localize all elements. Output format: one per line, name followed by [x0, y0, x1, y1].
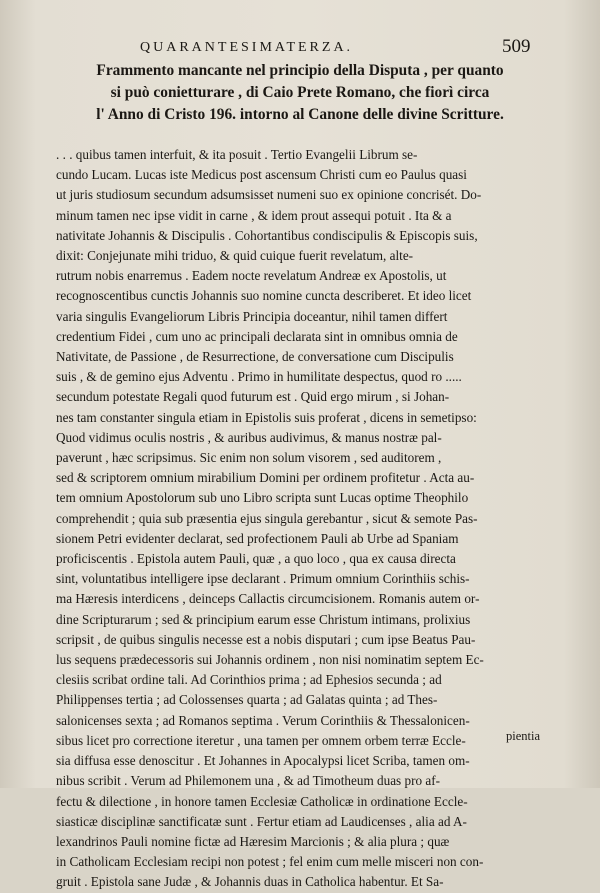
text-line: Philippenses tertia ; ad Colossenses quarta ; ad Galatas quinta ; ad Thes- [56, 692, 438, 708]
text-line: sed & scriptorem omnium mirabilium Domini per ordinem profitetur . Acta au- [56, 470, 475, 486]
text-line: cundo Lucam. Lucas iste Medicus post ascensum Christi cum eo Paulus quasi [56, 167, 467, 183]
text-line: varia singulis Evangeliorum Libris Principia doceantur, nihil tamen differt [56, 308, 448, 324]
text-line: sibus licet pro correctione iteretur , una tamen per omnem orbem terræ Eccle- [56, 732, 466, 748]
text-line: nes tam constanter singula etiam in Epistolis suis proferat , dicens in semetipso: [56, 409, 477, 425]
text-line: in Catholicam Ecclesiam recipi non potest ; fel enim cum melle misceri non con- [56, 854, 484, 870]
running-head: QUARANTESIMATERZA. [140, 40, 354, 55]
text-line: comprehendit ; quia sub præsentia ejus singula gerebantur , sicut & semote Pas- [56, 510, 478, 526]
text-line: dine Scripturarum ; sed & principium earum esse Christum intimans, prolixius [56, 611, 471, 627]
catchword: pientia [506, 729, 541, 743]
text-line: Quod vidimus oculis nostris , & auribus audivimus, & manus nostræ pal- [56, 429, 442, 445]
text-line: proficiscentis . Epistola autem Pauli, quæ , a quo loco , qua ex causa directa [56, 551, 456, 567]
title-line: l' Anno di Cristo 196. intorno al Canone delle divine Scritture. [96, 106, 504, 123]
text-line: lus sequens prædecessoris sui Johannis ordinem , non nisi nominatim septem Ec- [56, 652, 484, 668]
text-line: tem omnium Apostolorum sub uno Libro scripta sunt Lucas optime Theophilo [56, 490, 469, 506]
section-title [50, 60, 550, 126]
text-line: salonicenses sexta ; ad Romanos septima . Verum Corinthiis & Thessalonicen- [56, 712, 470, 728]
text-line: ma Hæresis interdicens , deinceps Callactis circumcisionem. Romanis autem or- [56, 591, 480, 607]
body-text [56, 145, 548, 893]
text-line: dixit: Conjejunate mihi triduo, & quid cuique fuerit revelatum, alte- [56, 248, 414, 264]
page-number: 509 [502, 36, 531, 57]
text-line: siasticæ disciplinæ sanctificatæ sunt . Fertur etiam ad Laudicenses , alia ad A- [56, 813, 467, 829]
text-line: . . . quibus tamen interfuit, & ita posuit . Tertio Evangelii Librum se- [56, 147, 418, 162]
text-line: credentium Fidei , cum uno ac principali declarata sint in omnibus omnia de [56, 328, 458, 344]
text-line: recognoscentibus cunctis Johannis suo nomine cuncta describeret. Et ideo licet [56, 288, 472, 304]
text-line: sint, voluntatibus intelligere ipse declarant . Primum omnium Corinthiis schis- [56, 571, 470, 587]
text-line: fectu & dilectione , in honore tamen Ecclesiæ Catholicæ in ordinatione Eccle- [56, 793, 468, 809]
text-line: minum tamen nec ipse vidit in carne , & idem prout assequi potuit . Ita & a [56, 207, 452, 223]
text-line: sia diffusa esse denoscitur . Et Johannes in Apocalypsi licet Scriba, tamen om- [56, 753, 470, 769]
text-line: suis , & de gemino ejus Adventu . Primo in humilitate despectus, quod ro ..... [56, 369, 462, 385]
text-line: clesiis scribat ordine tali. Ad Corinthios prima ; ad Ephesios secunda ; ad [56, 672, 442, 688]
text-line: gruit . Epistola sane Judæ , & Johannis duas in Catholica habentur. Et Sa- [56, 874, 444, 890]
text-line: Nativitate, de Passione , de Resurrectione, de conversatione cum Discipulis [56, 349, 454, 365]
text-line: secundum potestate Regali quod futurum est . Quid ergo mirum , si Johan- [56, 389, 450, 405]
text-line: lexandrinos Pauli nomine fictæ ad Hæresim Marcionis ; & alia plura ; quæ [56, 833, 450, 849]
title-line: Frammento mancante nel principio della Disputa , per quanto [96, 62, 504, 79]
text-line: scripsit , de quibus singulis necesse est a nobis disputari ; cum ipse Beatus Pau- [56, 631, 476, 647]
text-line: sionem Petri evidenter declarat, sed profectionem Pauli ab Urbe ad Spaniam [56, 530, 459, 546]
title-line: si può conietturare , di Caio Prete Romano, che fiorì circa [110, 84, 490, 101]
text-line: nibus scribit . Verum ad Philemonem una , & ad Timotheum duas pro af- [56, 773, 440, 789]
text-line: ut juris studiosum secundum adsumsisset numeni suo ex opinione concrisét. Do- [56, 187, 482, 203]
text-line: paverunt , hæc scripsimus. Sic enim non solum visorem , sed auditorem , [56, 450, 442, 466]
text-line: rutrum nobis enarremus . Eadem nocte revelatum Andreæ ex Apostolis, ut [56, 268, 447, 284]
text-line: nativitate Johannis & Discipulis . Cohortantibus condiscipulis & Episcopis suis, [56, 227, 478, 243]
